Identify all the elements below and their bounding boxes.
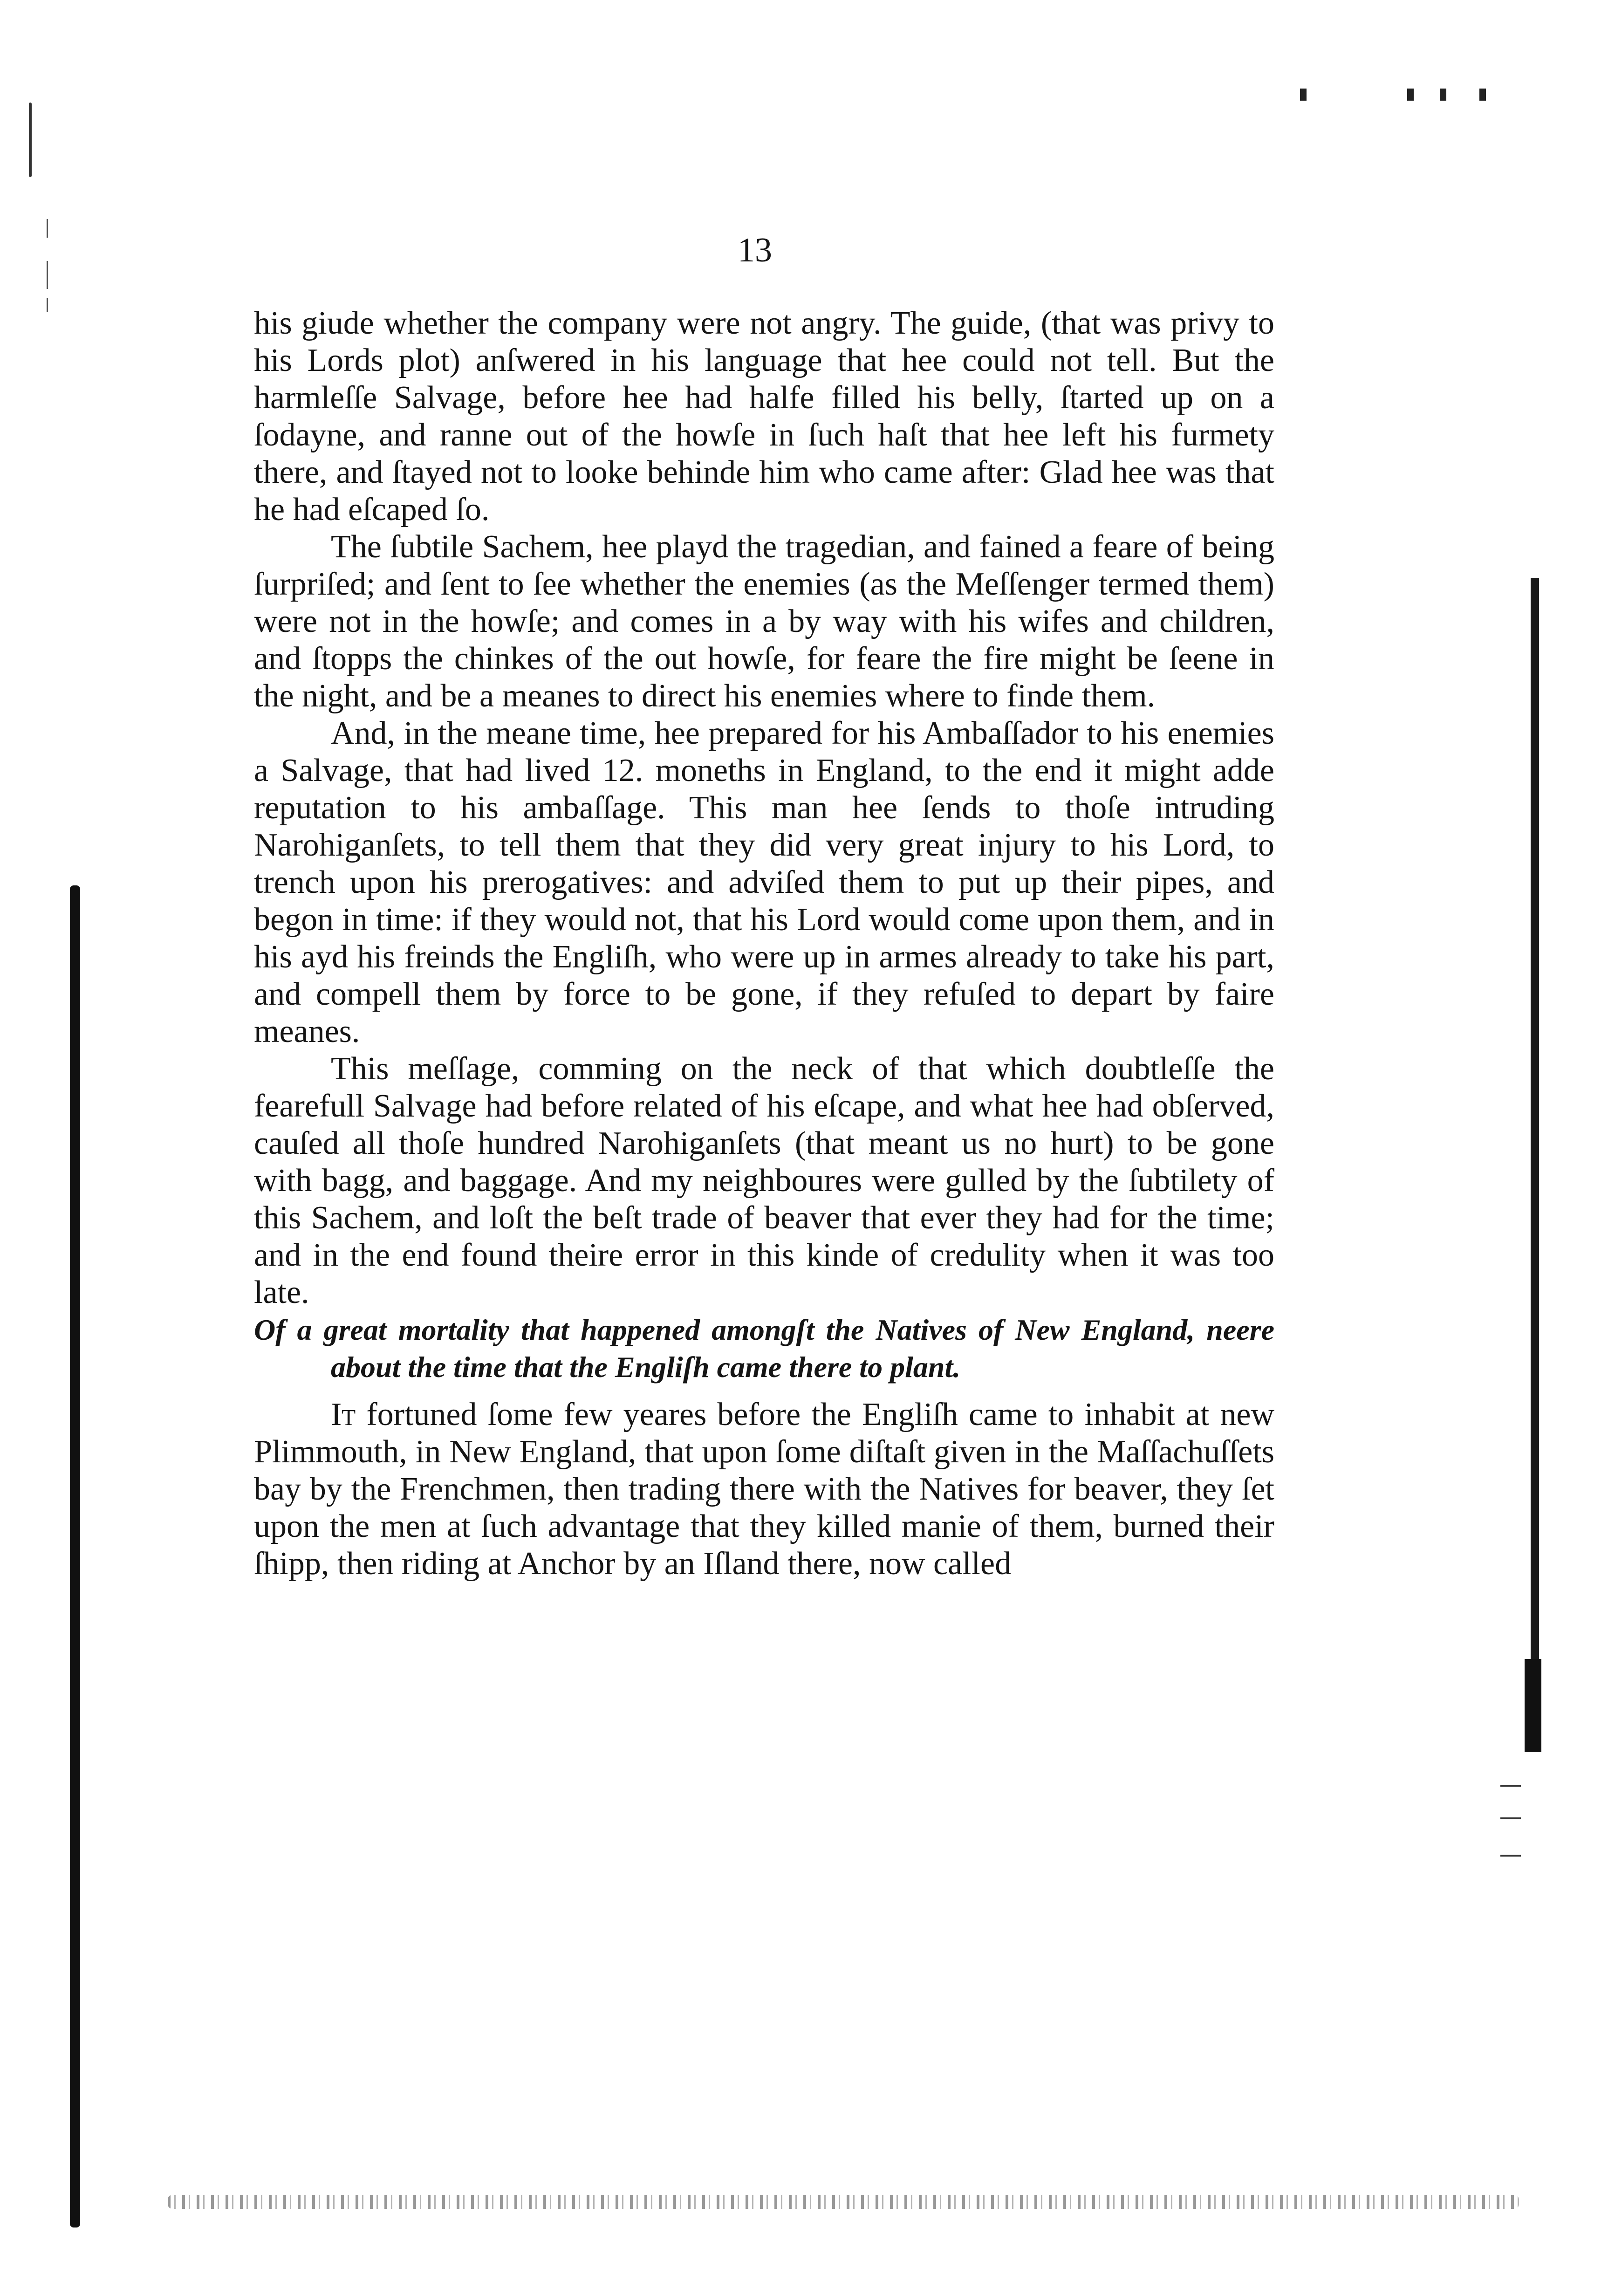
page-number: 13 [738,231,772,269]
paragraph-first-word: It [331,1397,356,1432]
scan-edge-mark [47,261,48,289]
scan-edge-mark [1300,89,1307,101]
scan-edge-mark [1500,1855,1521,1857]
scan-noise [168,2195,1519,2209]
paragraph: The ſubtile Sachem, hee playd the tragedian, and fained a feare of being ſurpriſed; and ſent to ſee whether the enemies (as the Meſſenger termed them) were not in the howſe; and comes in a by way with his wifes and children, and ſtopps the chinkes of the out howſe, for feare the fire might be ſeene in the night, and be a meanes to direct his enemies where to finde them. [254,529,1274,714]
scan-edge-mark [47,298,48,312]
paragraph: This meſſage, comming on the neck of that which doubtleſſe the fearefull Salvage had before related of his eſcape, and what hee had obſerved, cauſed all thoſe hundred Narohiganſets (that meant us no hurt) to be gone with bagg, and baggage. And my neighboures were gulled by the ſubtilety of this Sachem, and loſt the beſt trade of beaver that ever they had for the time; and in the end found theire error in this kinde of credulity when it was too late. [254,1051,1274,1310]
page-body [254,305,1274,1583]
scan-edge-shadow [70,885,80,2227]
scan-edge-mark [1500,1785,1521,1787]
scan-edge-mark [29,103,32,177]
paragraph [254,1396,1274,1583]
scan-edge-mark [1440,89,1446,101]
paragraph: And, in the meane time, hee prepared for his Ambaſſador to his enemies a Salvage, that had lived 12. moneths in England, to the end it might adde reputation to his ambaſſage. This man hee ſends to thoſe intruding Narohiganſets, to tell them that they did very great injury to his Lord, to trench upon his prerogatives: and adviſed them to put up their pipes, and begon in time: if they would not, that his Lord would come upon them, and in his ayd his freinds the Engliſh, who were up in armes already to take his part, and compell them by force to be gone, if they refuſed to depart by faire meanes. [254,715,1274,1049]
paragraph: his giude whether the company were not angry. The guide, (that was privy to his Lords plot) anſwered in his language that hee could not tell. But the harmleſſe Salvage, before hee had halfe filled his belly, ſtarted up on a ſodayne, and ranne out of the howſe in ſuch haſt that hee left his furmety there, and ſtayed not to looke behinde him who came after: Glad hee was that he had eſcaped ſo. [254,305,1274,528]
scan-edge-mark [1500,1817,1521,1819]
scan-edge-shadow [1531,578,1539,1734]
scan-edge-shadow [1525,1659,1541,1752]
scan-edge-mark [1407,89,1414,101]
scan-edge-mark [47,219,48,238]
section-heading: Of a great mortality that happened amongſt the Natives of New England, neere about the time that the Engliſh came there to plant. [254,1313,1274,1384]
scan-edge-mark [1479,89,1486,101]
paragraph-text: fortuned ſome few yeares before the Engliſh came to inhabit at new Plimmouth, in New England, that upon ſome diſtaſt given in the Maſſachuſſets bay by the Frenchmen, then trading there with the Natives for beaver, they ſet upon the men at ſuch advantage that they killed manie of them, burned their ſhipp, then riding at Anchor by an Iſland there, now called [254,1397,1274,1582]
